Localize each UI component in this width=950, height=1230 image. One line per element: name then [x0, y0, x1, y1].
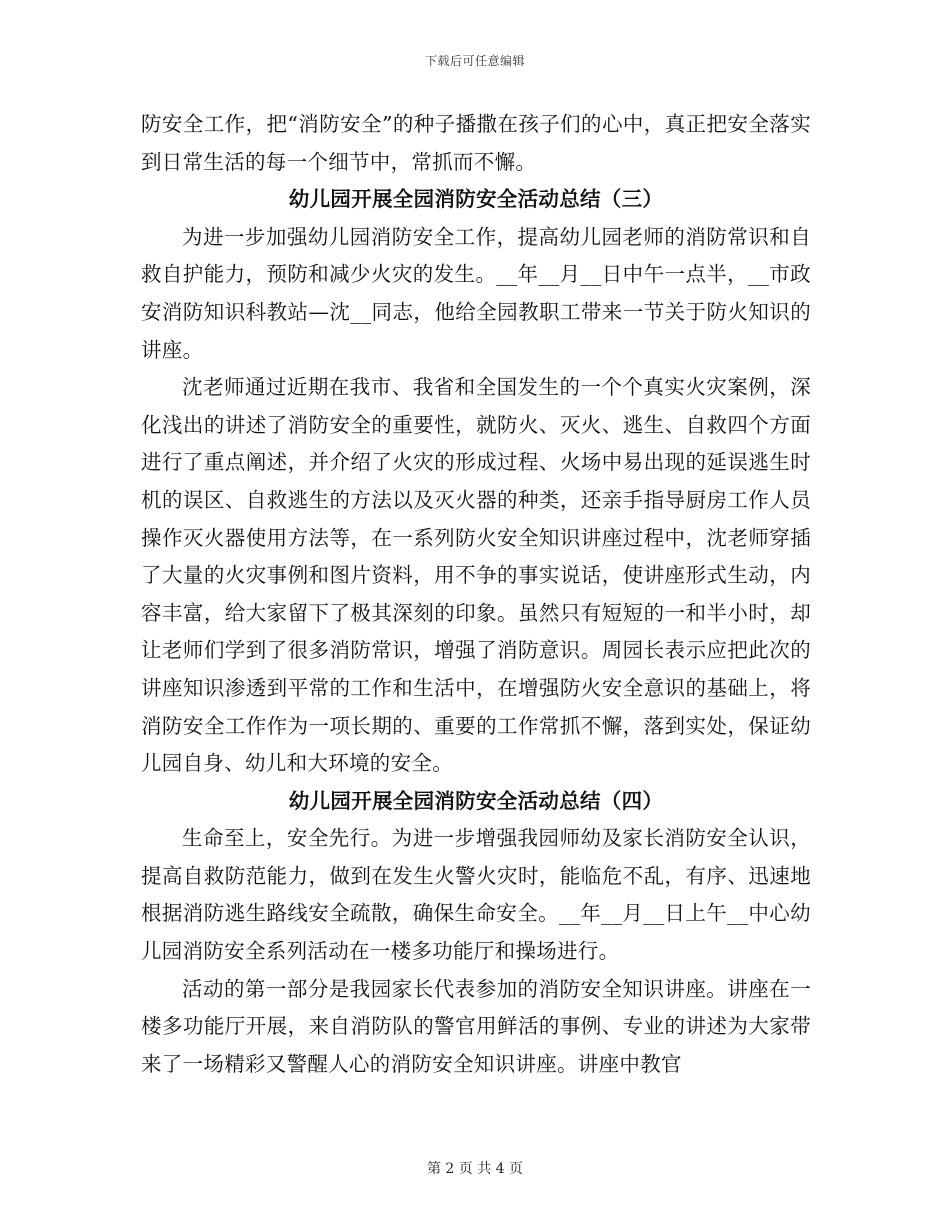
- section-4-title: 幼儿园开展全园消防安全活动总结（四）: [288, 788, 664, 813]
- section-3-paragraph-1: 为进一步加强幼儿园消防安全工作，提高幼儿园老师的消防常识和自救自护能力，预防和减少火灾的发生。__年__月__日中午一点半，__市政安消防知识科教站—沈__同志，他给全园教职工带来一节关于防火知识的讲座。: [141, 224, 811, 362]
- section-4-paragraph-2: 活动的第一部分是我园家长代表参加的消防安全知识讲座。讲座在一楼多功能厅开展，来自消防队的警官用鲜活的事例、专业的讲述为大家带来了一场精彩又警醒人心的消防安全知识讲座。讲座中教官: [141, 976, 811, 1076]
- section-3-paragraph-2: 沈老师通过近期在我市、我省和全国发生的一个个真实火灾案例，深化浅出的讲述了消防安全的重要性，就防火、灭火、逃生、自救四个方面进行了重点阐述，并介绍了火灾的形成过程、火场中易出现的延误逃生时机的误区、自救逃生的方法以及灭火器的种类，还亲手指导厨房工作人员操作灭火器使用方法等，在一系列防火安全知识讲座过程中，沈老师穿插了大量的火灾事例和图片资料，用不争的事实说话，使讲座形式生动，内容丰富，给大家留下了极其深刻的印象。虽然只有短短的一和半小时，却让老师们学到了很多消防常识，增强了消防意识。周园长表示应把此次的讲座知识渗透到平常的工作和生活中，在增强防火安全意识的基础上，将消防安全工作作为一项长期的、重要的工作常抓不懈，落到实处，保证幼儿园自身、幼儿和大环境的安全。: [141, 375, 811, 776]
- page-header: 下载后可任意编辑: [424, 54, 525, 68]
- page-footer: 第 2 页 共 4 页: [426, 1161, 524, 1177]
- continued-paragraph: 防安全工作，把“消防安全”的种子播撒在孩子们的心中，真正把安全落实到日常生活的每一个细节中，常抓而不懈。: [141, 112, 811, 174]
- section-3-title: 幼儿园开展全园消防安全活动总结（三）: [288, 187, 664, 212]
- document-body: [141, 106, 811, 1083]
- section-4-paragraph-1: 生命至上，安全先行。为进一步增强我园师幼及家长消防安全认识，提高自救防范能力，做到在发生火警火灾时，能临危不乱，有序、迅速地根据消防逃生路线安全疏散，确保生命安全。__年__月__日上午__中心幼儿园消防安全系列活动在一楼多功能厅和操场进行。: [141, 826, 811, 964]
